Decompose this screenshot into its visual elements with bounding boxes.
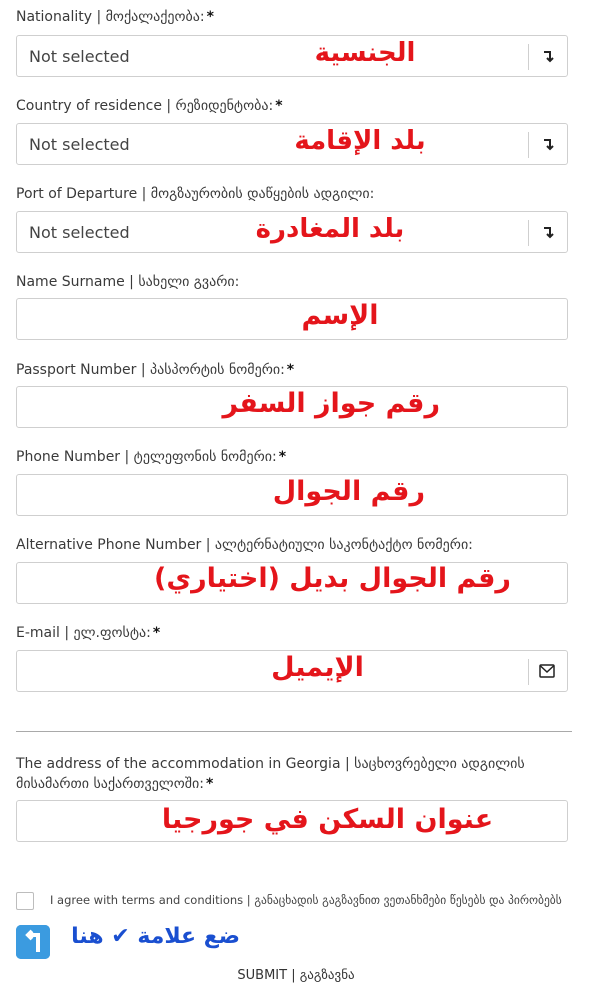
alt-phone-label: Alternative Phone Number | ალტერნატიული საკონტაქტო ნომერი: <box>16 537 473 553</box>
nationality-label: Nationality | მოქალაქეობა: * <box>16 9 214 25</box>
address-label-line1: The address of the accommodation in Georgia | საცხოვრებელი ადგილის <box>16 756 525 772</box>
select-arrow-icon <box>541 222 555 242</box>
phone-arabic-overlay: رقم الجوال <box>272 476 425 507</box>
hint-instruction: ضع علامة ✔ هنا <box>71 924 240 949</box>
nationality-value: Not selected <box>29 47 130 66</box>
email-label: E-mail | ელ.ფოსტა: * <box>16 625 161 641</box>
passport-arabic-overlay: رقم جواز السفر <box>222 388 440 419</box>
residence-label: Country of residence | რეზიდენტობა: * <box>16 98 283 114</box>
nationality-select[interactable] <box>16 35 568 77</box>
section-divider <box>16 731 572 732</box>
name-arabic-overlay: الإسم <box>301 300 379 331</box>
select-separator <box>528 44 529 70</box>
agree-label[interactable]: I agree with terms and conditions | განაცხადის გაგზავნით ვეთანხმები წესებს და პირობებს <box>50 893 562 907</box>
departure-value: Not selected <box>29 223 130 242</box>
envelope-icon <box>539 664 555 678</box>
email-separator <box>528 659 529 685</box>
residence-arabic-overlay: بلد الإقامة <box>294 126 426 156</box>
address-label-line2: მისამართი საქართველოში: * <box>16 776 214 792</box>
residence-value: Not selected <box>29 135 130 154</box>
select-arrow-icon <box>541 134 555 154</box>
email-arabic-overlay: الإيميل <box>271 652 364 683</box>
departure-arabic-overlay: بلد المغادرة <box>255 214 405 244</box>
submit-button[interactable]: SUBMIT | გაგზავნა <box>237 968 355 983</box>
agree-checkbox[interactable] <box>16 892 34 910</box>
select-separator <box>528 132 529 158</box>
phone-label: Phone Number | ტელეფონის ნომერი: * <box>16 449 287 465</box>
passport-label: Passport Number | პასპორტის ნომერი: * <box>16 362 295 378</box>
name-input[interactable] <box>16 298 568 340</box>
name-label: Name Surname | სახელი გვარი: <box>16 274 240 290</box>
nationality-arabic-overlay: الجنسية <box>314 38 416 68</box>
address-arabic-overlay: عنوان السكن في جورجيا <box>161 804 494 835</box>
departure-label: Port of Departure | მოგზაურობის დაწყების ადგილი: <box>16 186 375 202</box>
select-arrow-icon <box>541 46 555 66</box>
up-arrow-icon <box>16 925 50 959</box>
alt-phone-arabic-overlay: رقم الجوال بديل (اختياري) <box>154 563 511 594</box>
select-separator <box>528 220 529 246</box>
